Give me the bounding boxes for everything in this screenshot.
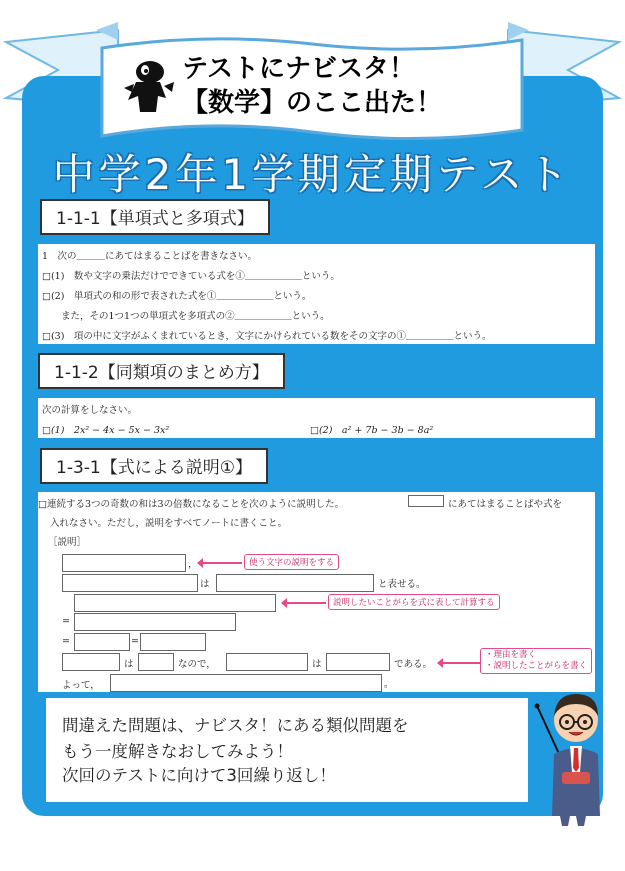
header-text bbox=[182, 52, 522, 120]
q1-item-3: □(3) 項の中に文字がふくまれているとき，文字にかけられている数をその文字の①＿＿＿＿＿という。 bbox=[42, 331, 492, 342]
q3-wa-1: は bbox=[200, 579, 210, 590]
arrow-1 bbox=[202, 562, 242, 564]
message-line3: 次回のテストに向けて3回繰り返し！ bbox=[62, 766, 336, 785]
header-line2: 【数学】のここ出た！ bbox=[182, 88, 443, 118]
q3-de-aru: である。 bbox=[394, 659, 433, 670]
answer-box-11[interactable] bbox=[326, 653, 390, 671]
q2-intro: 次の計算をしなさい。 bbox=[42, 405, 138, 416]
q3-sample-box bbox=[408, 495, 444, 507]
q3-comma: ， bbox=[188, 559, 198, 570]
answer-box-12[interactable] bbox=[110, 674, 382, 692]
q3-eq-3: = bbox=[131, 636, 139, 647]
section-3-label: 1-3-1【式による説明①】 bbox=[40, 448, 268, 484]
answer-box-5[interactable] bbox=[74, 613, 236, 631]
section-1-label: 1-1-1【単項式と多項式】 bbox=[40, 199, 270, 235]
answer-box-4[interactable] bbox=[74, 594, 276, 612]
q3-intro-1b: にあてはまることばや式を bbox=[448, 499, 563, 510]
question-3-box bbox=[38, 492, 595, 692]
answer-box-7[interactable] bbox=[140, 633, 206, 651]
q1-item-2b: また，その1つ1つの単項式を多項式の②＿＿＿＿＿＿という。 bbox=[42, 311, 330, 322]
message-box bbox=[46, 698, 528, 802]
q2-item-1: □(1) 2x² − 4x − 5x − 3x² bbox=[42, 425, 170, 436]
q1-item-2: □(2) 単項式の和の形で表された式を①＿＿＿＿＿＿という。 bbox=[42, 291, 312, 302]
q3-eq-1: = bbox=[62, 616, 70, 627]
q3-intro-1: □連続する3つの奇数の和は3の倍数になることを次のように説明した。 bbox=[38, 499, 345, 510]
answer-box-1[interactable] bbox=[62, 554, 186, 572]
q3-yotte: よって， bbox=[62, 680, 100, 691]
question-1-box bbox=[38, 244, 595, 344]
q3-intro-2: 入れなさい。ただし，説明をすべてノートに書くこと。 bbox=[50, 518, 288, 529]
answer-box-2[interactable] bbox=[62, 574, 198, 592]
tag-calculate: 説明したいことがらを式に表して計算する bbox=[328, 594, 500, 610]
arrow-3 bbox=[442, 662, 480, 664]
q3-bracket: ［説明］ bbox=[48, 537, 87, 548]
question-2-box bbox=[38, 398, 595, 438]
mascot-icon bbox=[120, 58, 176, 114]
tag-reason-line1: ・理由を書く bbox=[485, 650, 537, 660]
answer-box-10[interactable] bbox=[226, 653, 308, 671]
arrow-2 bbox=[286, 602, 326, 604]
message-line2: もう一度解きなおしてみよう！ bbox=[62, 742, 293, 761]
answer-box-8[interactable] bbox=[62, 653, 120, 671]
header-line1: テストにナビスタ！ bbox=[182, 54, 415, 84]
q3-nanode: なので， bbox=[178, 659, 216, 670]
tag-letters: 使う文字の説明をする bbox=[244, 554, 339, 570]
q2-item-2: □(2) a² + 7b − 3b − 8a² bbox=[310, 425, 434, 436]
tag-reason bbox=[480, 648, 592, 674]
page-title: 中学2年1学期定期テスト bbox=[52, 150, 573, 199]
q1-intro: 1 次の＿＿＿にあてはまることばを書きなさい。 bbox=[42, 251, 258, 262]
section-2-label: 1-1-2【同類項のまとめ方】 bbox=[38, 353, 285, 389]
q3-wa-3: は bbox=[312, 659, 322, 670]
tag-reason-line2: ・説明したことがらを書く bbox=[485, 661, 588, 671]
q3-eq-2: = bbox=[62, 636, 70, 647]
teacher-icon bbox=[526, 676, 616, 826]
answer-box-9[interactable] bbox=[138, 653, 174, 671]
answer-box-6[interactable] bbox=[74, 633, 130, 651]
message-line1: 間違えた問題は、ナビスタ！にある類似問題を bbox=[62, 716, 409, 735]
q3-to-arawaseru: と表せる。 bbox=[378, 579, 426, 590]
q3-period: 。 bbox=[384, 679, 394, 690]
q3-wa-2: は bbox=[124, 659, 134, 670]
answer-box-3[interactable] bbox=[216, 574, 374, 592]
q1-item-1: □(1) 数や文字の乗法だけでできている式を①＿＿＿＿＿＿という。 bbox=[42, 271, 340, 282]
